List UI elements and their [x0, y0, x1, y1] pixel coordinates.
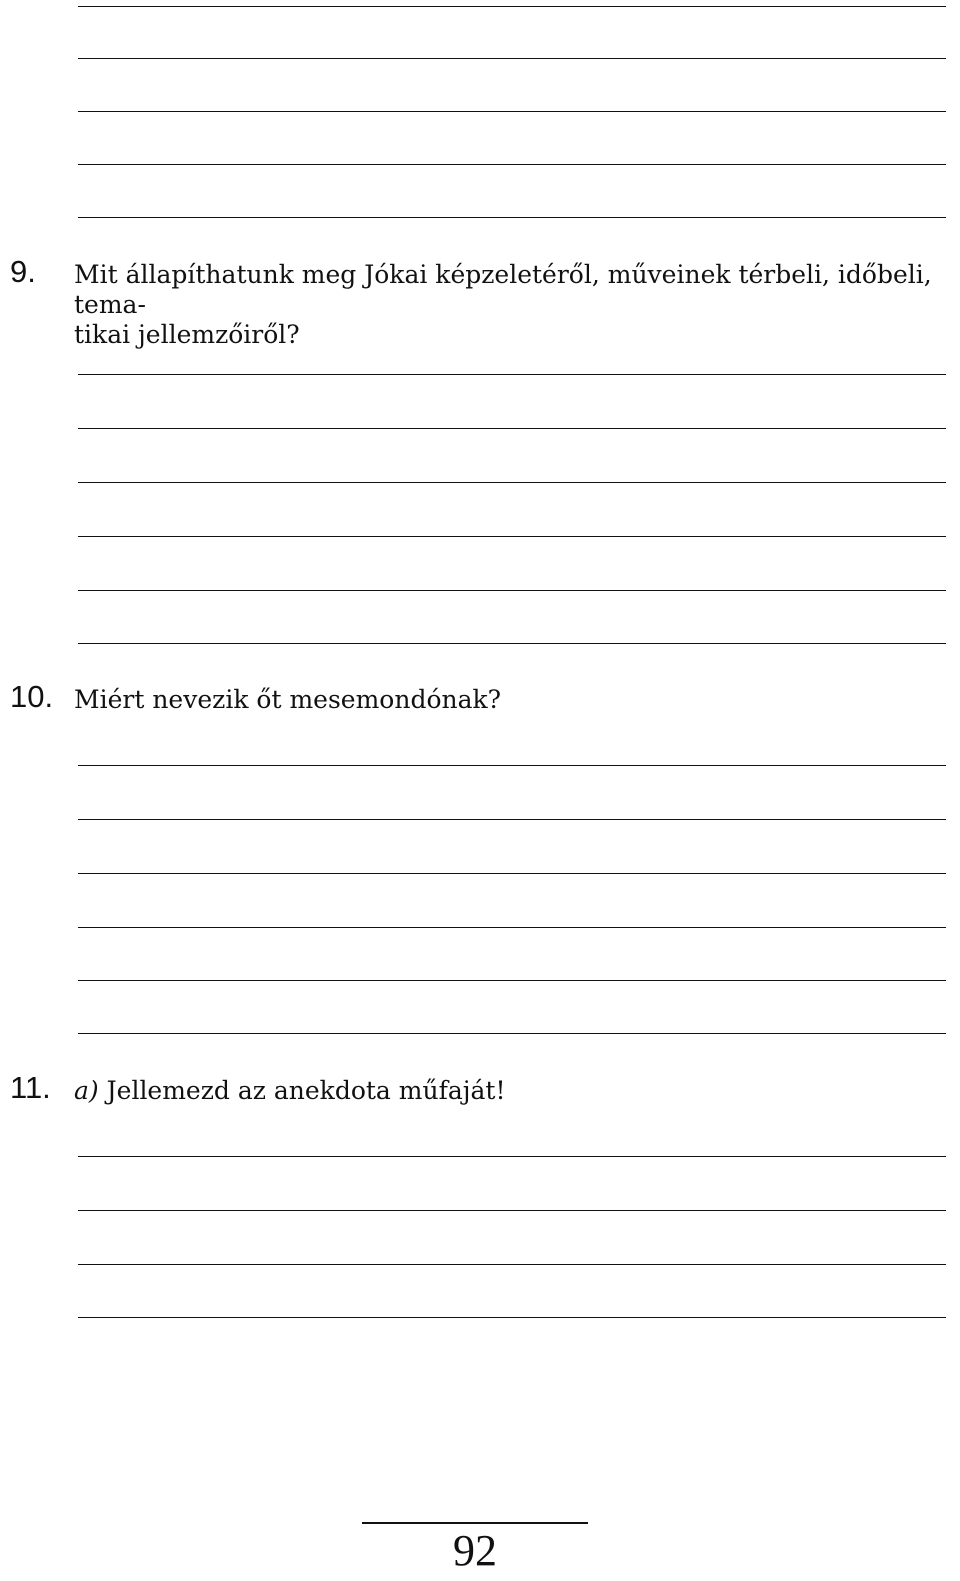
answer-line[interactable] [78, 590, 946, 591]
answer-line[interactable] [78, 164, 946, 165]
answer-line[interactable] [78, 1264, 946, 1265]
question-text [74, 1076, 954, 1106]
page-number: 92 [453, 1526, 497, 1575]
answer-line[interactable] [78, 1210, 946, 1211]
answer-line[interactable] [78, 536, 946, 537]
answer-line[interactable] [78, 980, 946, 981]
answer-line[interactable] [78, 374, 946, 375]
answer-line[interactable] [78, 765, 946, 766]
question-text-line: Mit állapíthatunk meg Jókai képzeletéről, műveinek térbeli, időbeli, tema- [74, 260, 932, 319]
question-text: Miért nevezik őt mesemondónak? [74, 685, 502, 714]
answer-line[interactable] [78, 927, 946, 928]
answer-line[interactable] [78, 217, 946, 218]
subquestion-text: Jellemezd az anekdota műfaját! [106, 1076, 506, 1105]
answer-line[interactable] [78, 1033, 946, 1034]
answer-line[interactable] [78, 643, 946, 644]
footer-rule [362, 1522, 588, 1524]
question-number: 11. [10, 1070, 51, 1105]
answer-line[interactable] [78, 873, 946, 874]
subquestion-label: a) [74, 1076, 99, 1105]
answer-line[interactable] [78, 1156, 946, 1157]
question-text [74, 260, 954, 350]
answer-line[interactable] [78, 6, 946, 7]
answer-line[interactable] [78, 819, 946, 820]
question-number: 10. [10, 679, 54, 714]
question-number: 9. [10, 254, 36, 289]
answer-line[interactable] [78, 428, 946, 429]
answer-line[interactable] [78, 1317, 946, 1318]
answer-line[interactable] [78, 482, 946, 483]
answer-line[interactable] [78, 58, 946, 59]
answer-line[interactable] [78, 111, 946, 112]
question-text-line: tikai jellemzőiről? [74, 320, 300, 349]
